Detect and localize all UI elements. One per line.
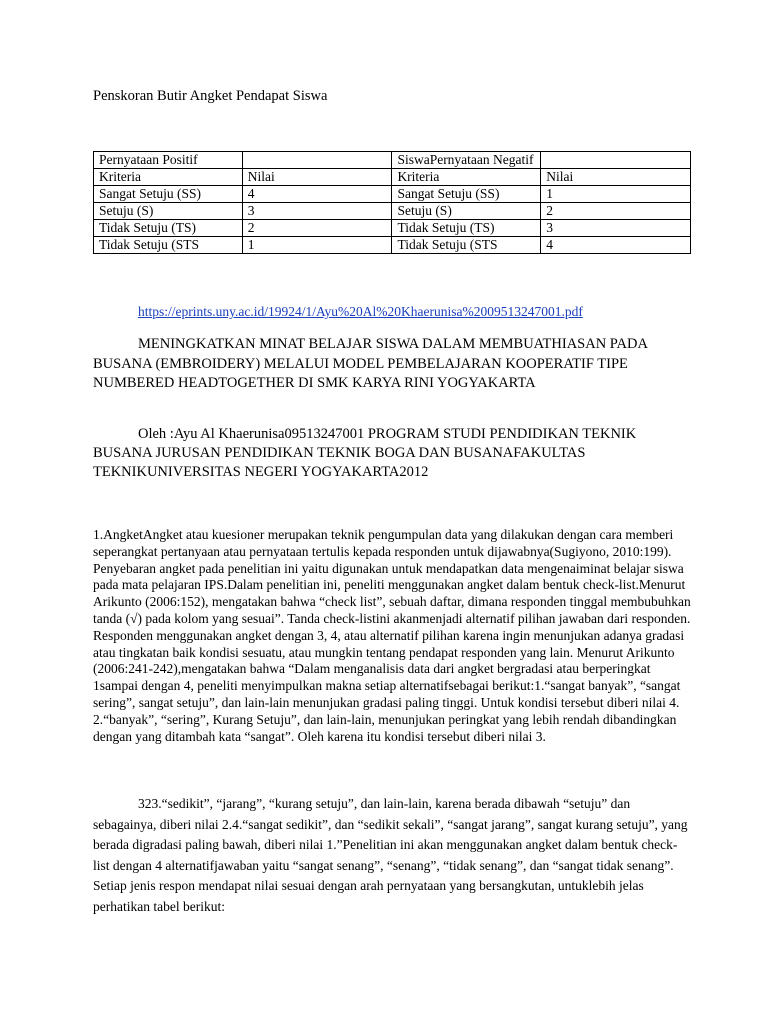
- table-cell: 2: [242, 220, 392, 237]
- table-cell: 3: [541, 220, 691, 237]
- table-cell: Tidak Setuju (TS): [94, 220, 243, 237]
- table-cell: Setuju (S): [94, 203, 243, 220]
- table-cell: Tidak Setuju (STS: [392, 237, 541, 254]
- table-cell: Sangat Setuju (SS): [392, 186, 541, 203]
- thesis-title: MENINGKATKAN MINAT BELAJAR SISWA DALAM MEMBUATHIASAN PADA BUSANA (EMBROIDERY) MELALUI MODEL PEMBELAJARAN KOOPERATIF TIPE NUMBERED HEADTOGETHER DI SMK KARYA RINI YOGYAKARTA: [93, 336, 648, 391]
- table-cell: 4: [541, 237, 691, 254]
- table-cell: 2: [541, 203, 691, 220]
- table-cell: Tidak Setuju (STS: [94, 237, 243, 254]
- table-cell: Nilai: [242, 169, 392, 186]
- table-cell: Nilai: [541, 169, 691, 186]
- table-cell: 1: [541, 186, 691, 203]
- source-pdf-link[interactable]: https://eprints.uny.ac.id/19924/1/Ayu%20Al%20Khaerunisa%2009513247001.pdf: [138, 304, 583, 319]
- table-cell: 3: [242, 203, 392, 220]
- body-paragraph: 1.AngketAngket atau kuesioner merupakan teknik pengumpulan data yang dilakukan dengan cara memberi seperangkat pertanyaan atau pernyataan tertulis kepada responden untuk dijawabnya(Sugiyono, 2010:199). Penyebaran angket pada penelitian ini yaitu digunakan untuk mendapatkan data mengenaiminat belajar siswa pada mata pelajaran IPS.Dalam penelitian ini, peneliti menggunakan angket dalam bentuk check-list.Menurut Arikunto (2006:152), mengatakan bahwa “check list”, sebuah daftar, dimana responden tinggal membubuhkan tanda (√) pada kolom yang sesuai”. Tanda check-listini akanmenjadi alternatif pilihan jawaban dari responden. Responden menggunakan angket dengan 3, 4, atau alternatif pilihan karena ingin menunjukan adanya gradasi atau tingkatan baik kondisi sesuatu, atau mungkin tentang pendapat responden yang lain. Menurut Arikunto (2006:241-242),mengatakan bahwa “Dalam menganalisis data dari angket bergradasi atau berperingkat 1sampai dengan 4, peneliti menyimpulkan makna setiap alternatifsebagai berikut:1.“sangat banyak”, “sangat sering”, sangat setuju”, dan lain-lain menunjukan gradasi paling tinggi. Untuk kondisi tersebut diberi nilai 4. 2.“banyak”, “sering”, Kurang Setuju”, dan lain-lain, menunjukan peringkat yang lebih rendah dibandingkan dengan yang ditambah kata “sangat”. Oleh karena itu kondisi tersebut diberi nilai 3.: [93, 527, 691, 744]
- table-cell: Sangat Setuju (SS): [94, 186, 243, 203]
- table-cell: [541, 152, 691, 169]
- author-affiliation: Oleh :Ayu Al Khaerunisa09513247001 PROGRAM STUDI PENDIDIKAN TEKNIK BUSANA JURUSAN PENDIDIKAN TEKNIK BOGA DAN BUSANAFAKULTAS TEKNIKUNIVERSITAS NEGERI YOGYAKARTA2012: [93, 426, 637, 480]
- table-row: [94, 186, 691, 203]
- table-row: [94, 169, 691, 186]
- document-title: Penskoran Butir Angket Pendapat Siswa: [93, 88, 328, 104]
- table-cell: 1: [242, 237, 392, 254]
- table-cell: SiswaPernyataan Negatif: [392, 152, 541, 169]
- table-row: [94, 237, 691, 254]
- table-cell: Tidak Setuju (TS): [392, 220, 541, 237]
- scoring-table: [93, 151, 691, 254]
- table-row: [94, 203, 691, 220]
- table-row: [94, 220, 691, 237]
- table-cell: Kriteria: [392, 169, 541, 186]
- table-cell: Pernyataan Positif: [94, 152, 243, 169]
- table-cell: Kriteria: [94, 169, 243, 186]
- table-cell: [242, 152, 392, 169]
- table-row: [94, 152, 691, 169]
- body-paragraph: 323.“sedikit”, “jarang”, “kurang setuju”, dan lain-lain, karena berada dibawah “setuju” dan sebagainya, diberi nilai 2.4.“sangat sedikit”, dan “sedikit sekali”, “sangat jarang”, sangat kurang setuju”, yang berada digradasi paling bawah, diberi nilai 1.”Penelitian ini akan menggunakan angket dalam bentuk check-list dengan 4 alternatifjawaban yaitu “sangat senang”, “senang”, “tidak senang”, dan “sangat tidak senang”. Setiap jenis respon mendapat nilai sesuai dengan arah pernyataan yang bersangkutan, untuklebih jelas perhatikan tabel berikut:: [93, 796, 688, 914]
- table-cell: Setuju (S): [392, 203, 541, 220]
- table-cell: 4: [242, 186, 392, 203]
